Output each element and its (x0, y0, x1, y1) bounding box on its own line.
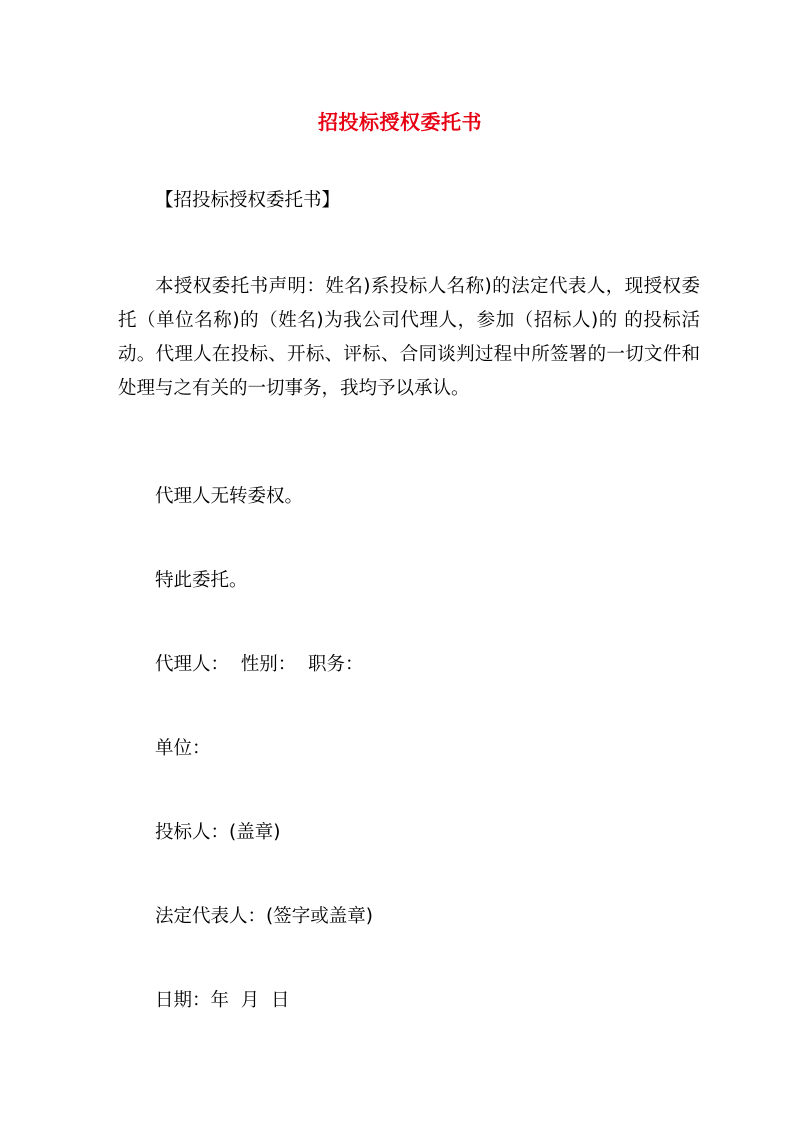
bidder-seal-line: 投标人：(盖章) (155, 822, 281, 843)
authorization-statement: 本授权委托书声明：姓名)系投标人名称)的法定代表人，现授权委托（单位名称)的（姓名)为我公司代理人，参加（招标人)的 的投标活动。代理人在投标、开标、评标、合同谈判过程中所签署的一切文件和处理与之有关的一切事务，我均予以承认。 (118, 276, 700, 399)
legal-representative-line: 法定代表人：(签字或盖章) (155, 906, 373, 927)
agent-info-line: 代理人： 性别： 职务： (155, 654, 364, 675)
unit-line: 单位： (155, 738, 211, 759)
document-title: 招投标授权委托书 (318, 110, 482, 134)
date-line: 日期：年 月 日 (155, 990, 290, 1011)
no-transfer-clause: 代理人无转委权。 (155, 486, 304, 507)
hereby-authorize: 特此委托。 (155, 570, 248, 591)
bracket-heading: 【招投标授权委托书】 (155, 190, 341, 211)
